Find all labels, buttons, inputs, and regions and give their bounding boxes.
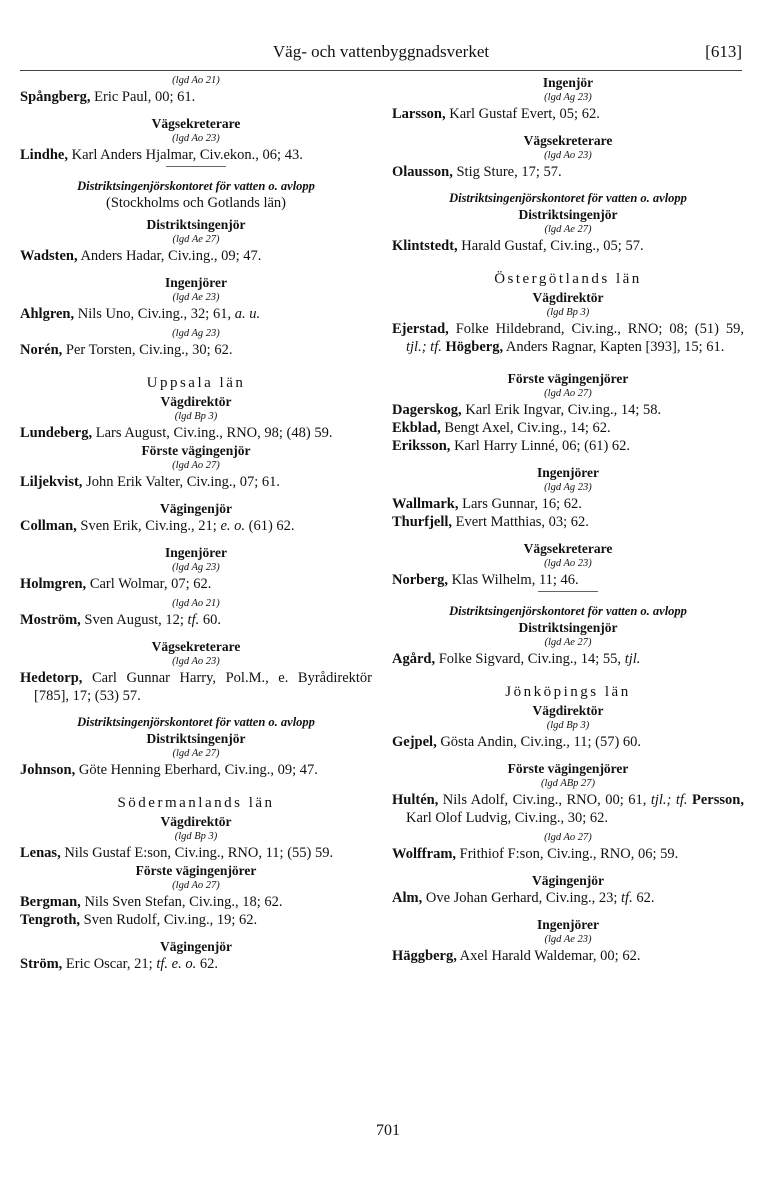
personnel-entry: [20, 341, 372, 359]
personnel-entry: [20, 844, 372, 862]
personnel-entry: [392, 947, 744, 965]
person-name: Tengroth,: [20, 912, 81, 928]
person-name: Liljekvist,: [20, 474, 83, 490]
office-heading: Distriktsingenjörskontoret för vatten o. avlopp: [449, 604, 687, 618]
office-subheading: (Stockholms och Gotlands län): [105, 195, 287, 211]
page-number: 701: [376, 1122, 400, 1139]
personnel-entry: [392, 733, 744, 751]
person-details: Evert Matthias, 03; 62.: [452, 514, 589, 530]
person-details: Nils Adolf, Civ.ing., RNO, 00; 61,: [438, 792, 651, 808]
right-column: [392, 74, 744, 965]
person-details: Göte Henning Eberhard, Civ.ing., 09; 47.: [75, 762, 318, 778]
position-title: Vägsekreterare: [151, 116, 241, 131]
person-details: Per Torsten, Civ.ing., 30; 62.: [62, 342, 233, 358]
grade-label: (lgd Ao 27): [544, 832, 592, 843]
personnel-entry: [392, 791, 744, 827]
position-title: Vägdirektör: [532, 290, 604, 305]
person-details: Lars August, Civ.ing., RNO, 98; (48) 59.: [92, 425, 333, 441]
person-name: Alm,: [392, 890, 423, 906]
personnel-entry: [20, 611, 372, 629]
person-details: Nils Sven Stefan, Civ.ing., 18; 62.: [80, 894, 283, 910]
personnel-entry: [392, 401, 744, 419]
personnel-entry: [20, 247, 372, 265]
grade-label: (lgd Bp 3): [546, 307, 590, 318]
personnel-entry: [20, 517, 372, 535]
personnel-entry: [392, 845, 744, 863]
personnel-entry: [392, 650, 744, 668]
person-note: tf.: [621, 890, 633, 906]
personnel-entry: [392, 513, 744, 531]
person-details: Karl Erik Ingvar, Civ.ing., 14; 58.: [461, 402, 662, 418]
person-note: tjl.; tf.: [406, 339, 442, 355]
personnel-entry: [392, 237, 744, 255]
person-details: Klas Wilhelm, 11; 46.: [447, 572, 579, 588]
grade-label: (lgd Ag 23): [172, 328, 220, 339]
person-name: Lundeberg,: [20, 425, 93, 441]
person-name: Wallmark,: [392, 496, 459, 512]
person-details: Nils Gustaf E:son, Civ.ing., RNO, 11; (55) 59.: [60, 845, 334, 861]
page-header: [20, 40, 742, 71]
person-details: Eric Paul, 00; 61.: [90, 89, 196, 105]
person-details: Folke Sigvard, Civ.ing., 14; 55,: [435, 651, 625, 667]
personnel-entry: [20, 893, 372, 911]
person-name: Larsson,: [392, 106, 446, 122]
person-details: Nils Uno, Civ.ing., 32; 61,: [74, 306, 235, 322]
personnel-entry: [20, 575, 372, 593]
person-name: Spångberg,: [20, 89, 91, 105]
grade-label: (lgd Ae 27): [544, 637, 592, 648]
office-heading: Distriktsingenjörskontoret för vatten o. avlopp: [77, 179, 315, 193]
person-name: Johnson,: [20, 762, 76, 778]
position-title: Förste vägingenjörer: [135, 863, 257, 878]
office-heading: Distriktsingenjörskontoret för vatten o. avlopp: [77, 715, 315, 729]
grade-label: (lgd Ag 23): [544, 92, 592, 103]
person-note: e. o.: [220, 518, 246, 534]
person-details: Sven August, 12;: [80, 612, 188, 628]
grade-label: (lgd Ao 23): [172, 656, 220, 667]
grade-label: (lgd Ao 23): [172, 133, 220, 144]
personnel-entry: [20, 146, 372, 164]
position-title: Förste vägingenjörer: [507, 371, 629, 386]
person-name: Lindhe,: [20, 147, 68, 163]
person-name: Ejerstad,: [392, 321, 449, 337]
grade-label: (lgd Bp 3): [174, 831, 218, 842]
position-title: Ingenjörer: [165, 545, 227, 560]
person-details: 62.: [632, 890, 655, 906]
person-details: 62.: [196, 956, 218, 972]
person-name: Agård,: [392, 651, 436, 667]
person-name: Collman,: [20, 518, 77, 534]
position-title: Vägingenjör: [160, 501, 232, 516]
personnel-entry: [392, 105, 744, 123]
person-details: John Erik Valter, Civ.ing., 07; 61.: [82, 474, 281, 490]
grade-label: (lgd Ae 27): [172, 234, 220, 245]
person-note: a. u.: [234, 306, 261, 322]
position-title: Vägdirektör: [160, 394, 232, 409]
person-details: Gösta Andin, Civ.ing., 11; (57) 60.: [436, 734, 642, 750]
position-title: Ingenjörer: [537, 917, 599, 932]
grade-label: (lgd Ae 23): [544, 934, 592, 945]
grade-label: (lgd Bp 3): [546, 720, 590, 731]
person-name: Lenas,: [20, 845, 61, 861]
person-note: tjl.: [624, 651, 641, 667]
person-note: tjl.; tf.: [650, 792, 688, 808]
position-title: Vägingenjör: [532, 873, 604, 888]
grade-label: (lgd Ao 23): [544, 150, 592, 161]
grade-label: (lgd Ao 21): [172, 75, 220, 86]
person-name: Eriksson,: [392, 438, 451, 454]
person-details: Anders Hadar, Civ.ing., 09; 47.: [77, 248, 262, 264]
person-details: Sven Erik, Civ.ing., 21;: [76, 518, 221, 534]
grade-label: (lgd Ae 23): [172, 292, 220, 303]
personnel-entry: [392, 889, 744, 907]
personnel-entry: [20, 955, 372, 973]
personnel-entry: [392, 571, 744, 589]
person-name: Persson,: [687, 792, 744, 808]
region-heading: Södermanlands län: [117, 795, 275, 811]
person-name: Norén,: [20, 342, 63, 358]
personnel-entry: [20, 424, 372, 442]
position-title: Vägsekreterare: [151, 639, 241, 654]
grade-label: (lgd Ao 27): [172, 880, 220, 891]
personnel-entry: [392, 320, 744, 356]
person-name: Klintstedt,: [392, 238, 458, 254]
person-name: Wolffram,: [392, 846, 457, 862]
person-details: Eric Oscar, 21;: [62, 956, 157, 972]
grade-label: (lgd Bp 3): [174, 411, 218, 422]
person-details: Frithiof F:son, Civ.ing., RNO, 06; 59.: [456, 846, 679, 862]
person-details: 60.: [199, 612, 221, 628]
person-details: Karl Anders Hjalmar, Civ.ekon., 06; 43.: [67, 147, 303, 163]
grade-label: (lgd Ag 23): [544, 482, 592, 493]
personnel-entry: [20, 305, 372, 323]
personnel-entry: [20, 669, 372, 705]
person-note: tf. e. o.: [156, 956, 197, 972]
position-title: Vägsekreterare: [523, 133, 613, 148]
person-details: Axel Harald Waldemar, 00; 62.: [456, 948, 641, 964]
grade-label: (lgd Ao 21): [172, 598, 220, 609]
person-name: Holmgren,: [20, 576, 87, 592]
grade-label: (lgd Ao 23): [544, 558, 592, 569]
personnel-entry: [20, 761, 372, 779]
page-reference: [613]: [705, 42, 742, 61]
position-title: Distriktsingenjör: [518, 207, 618, 222]
section-divider: [538, 591, 598, 592]
grade-label: (lgd Ao 27): [544, 388, 592, 399]
person-name: Hultén,: [392, 792, 439, 808]
person-name: Häggberg,: [392, 948, 457, 964]
person-name: Olausson,: [392, 164, 453, 180]
grade-label: (lgd ABp 27): [540, 778, 596, 789]
region-heading: Jönköpings län: [505, 684, 631, 700]
person-name: Norberg,: [392, 572, 448, 588]
personnel-entry: [20, 911, 372, 929]
person-details: Sven Rudolf, Civ.ing., 19; 62.: [80, 912, 258, 928]
person-details: (61) 62.: [245, 518, 295, 534]
position-title: Distriktsingenjör: [518, 620, 618, 635]
position-title: Ingenjörer: [537, 465, 599, 480]
personnel-entry: [20, 88, 372, 106]
office-heading: Distriktsingenjörskontoret för vatten o. avlopp: [449, 191, 687, 205]
personnel-entry: [392, 163, 744, 181]
person-details: Karl Harry Linné, 06; (61) 62.: [450, 438, 631, 454]
person-name: Wadsten,: [20, 248, 78, 264]
person-name: Hedetorp,: [20, 670, 83, 686]
person-details: Carl Gunnar Harry, Pol.M., e. Byrådirektör [785], 17; (53) 57.: [34, 670, 372, 704]
person-name: Högberg,: [441, 339, 504, 355]
person-details: Lars Gunnar, 16; 62.: [458, 496, 582, 512]
position-title: Vägdirektör: [532, 703, 604, 718]
person-details: Ove Johan Gerhard, Civ.ing., 23;: [422, 890, 622, 906]
page-title: Väg- och vattenbyggnadsverket: [272, 42, 490, 61]
position-title: Distriktsingenjör: [146, 217, 246, 232]
person-details: Folke Hildebrand, Civ.ing., RNO; 08; (51) 59,: [448, 321, 744, 337]
person-details: Harald Gustaf, Civ.ing., 05; 57.: [457, 238, 644, 254]
position-title: Förste vägingenjörer: [507, 761, 629, 776]
person-name: Moström,: [20, 612, 81, 628]
person-note: tf.: [187, 612, 200, 628]
person-name: Bergman,: [20, 894, 81, 910]
person-name: Ahlgren,: [20, 306, 75, 322]
person-name: Ekblad,: [392, 420, 441, 436]
personnel-entry: [392, 495, 744, 513]
position-title: Förste vägingenjör: [141, 443, 251, 458]
personnel-entry: [392, 419, 744, 437]
position-title: Distriktsingenjör: [146, 731, 246, 746]
person-details: Bengt Axel, Civ.ing., 14; 62.: [440, 420, 611, 436]
position-title: Ingenjörer: [165, 275, 227, 290]
person-details: Stig Sture, 17; 57.: [452, 164, 562, 180]
position-title: Vägdirektör: [160, 814, 232, 829]
position-title: Vägingenjör: [160, 939, 232, 954]
personnel-entry: [20, 473, 372, 491]
grade-label: (lgd Ag 23): [172, 562, 220, 573]
position-title: Ingenjör: [542, 75, 594, 90]
person-name: Thurfjell,: [392, 514, 453, 530]
person-name: Gejpel,: [392, 734, 437, 750]
region-heading: Östergötlands län: [494, 271, 642, 287]
grade-label: (lgd Ae 27): [544, 224, 592, 235]
person-name: Ström,: [20, 956, 63, 972]
section-divider: [166, 166, 226, 167]
person-name: Dagerskog,: [392, 402, 462, 418]
person-details: Anders Ragnar, Kapten [393], 15; 61.: [503, 339, 725, 355]
position-title: Vägsekreterare: [523, 541, 613, 556]
region-heading: Uppsala län: [146, 375, 246, 391]
person-details: Karl Olof Ludvig, Civ.ing., 30; 62.: [406, 810, 609, 826]
person-details: Carl Wolmar, 07; 62.: [86, 576, 212, 592]
left-column: [20, 74, 372, 973]
grade-label: (lgd Ao 27): [172, 460, 220, 471]
personnel-entry: [392, 437, 744, 455]
person-details: Karl Gustaf Evert, 05; 62.: [445, 106, 600, 122]
grade-label: (lgd Ae 27): [172, 748, 220, 759]
